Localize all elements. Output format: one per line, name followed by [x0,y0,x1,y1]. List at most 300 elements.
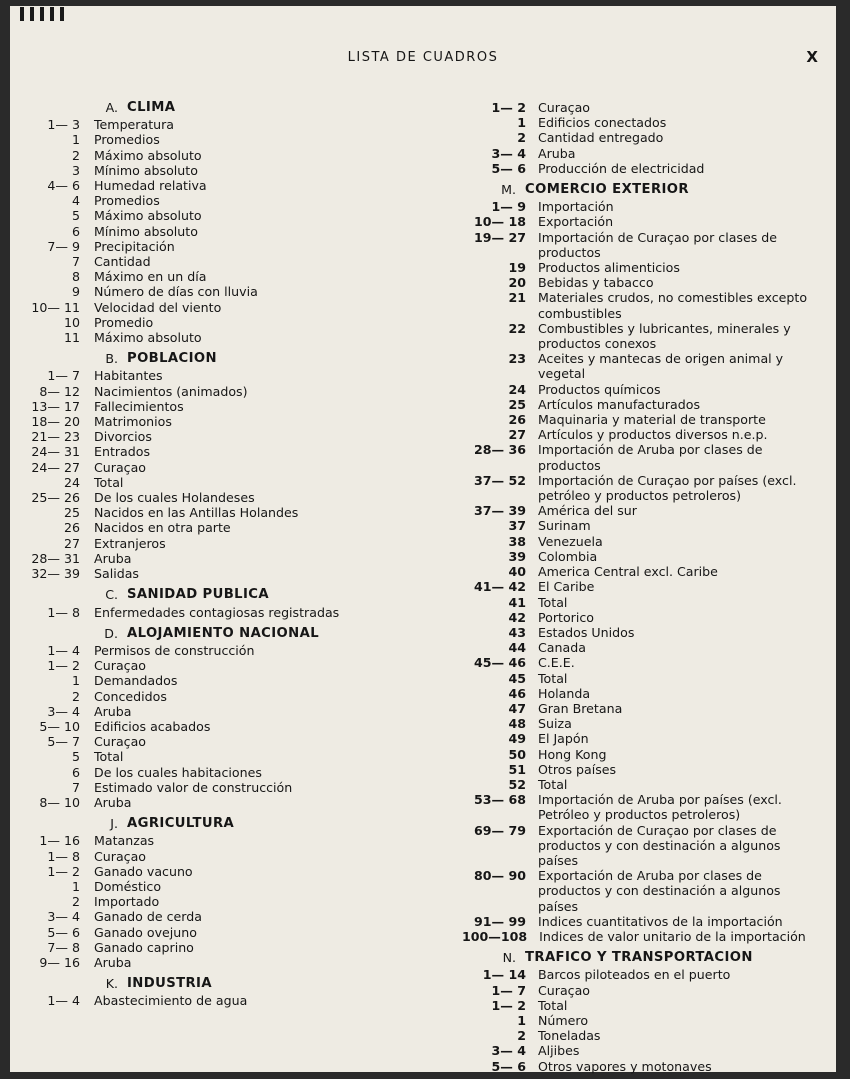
table-number: 1— 2 [491,997,526,1013]
table-title: Máximo absoluto [94,330,202,346]
table-number: 47 [508,700,526,716]
table-number: 7— 9 [47,238,80,254]
table-number: 1— 3 [47,117,80,133]
table-number: 1 [517,1012,526,1028]
table-number: 1— 14 [482,967,526,983]
table-number: 50 [508,746,526,762]
toc-entry [20,955,420,970]
toc-entry [462,503,822,518]
table-number: 45 [508,670,526,686]
toc-entry [20,909,420,924]
toc-entry [20,178,420,193]
table-title: De los cuales Holandeses [94,490,255,506]
table-number: 4— 6 [47,178,80,194]
section-heading [462,950,822,965]
table-title: Número de días con lluvia [94,284,258,300]
table-number: 23 [508,351,526,367]
table-title: Divorcios [94,429,152,445]
table-number: 20 [508,275,526,291]
table-number: 5— 6 [491,1058,526,1074]
table-title: Velocidad del viento [94,299,222,315]
table-title: Importado [94,894,160,910]
table-title: Toneladas [538,1028,601,1044]
toc-entry [462,1028,822,1043]
section-letter: M. [501,182,516,198]
table-number: 27 [508,427,526,443]
table-title: Importación [538,199,614,215]
table-number: 7— 8 [47,939,80,955]
table-number: 27 [63,535,80,551]
table-title: Curaçao [94,848,147,864]
right-column [462,100,822,1074]
table-title: Edificios conectados [538,115,667,131]
table-number: 1— 9 [491,199,526,215]
table-number: 2 [71,147,80,163]
table-number: 1— 7 [47,368,80,384]
table-number: 1— 7 [491,982,526,998]
table-title: Hong Kong [538,746,607,762]
table-title: Máximo absoluto [94,208,202,224]
table-title: Ganado vacuno [94,863,193,879]
toc-entry [20,643,420,658]
toc-entry [20,925,420,940]
table-title: Aruba [94,550,132,566]
table-number: 19— 27 [473,229,526,245]
table-title: Canada [538,640,586,656]
table-title: América del sur [538,503,637,519]
table-title: Total [538,670,568,686]
table-title: Aljibes [538,1043,580,1059]
table-title: Holanda [538,685,591,701]
toc-entry [462,534,822,549]
toc-entry [462,640,822,655]
toc-entry [20,780,420,795]
toc-entry [462,610,822,625]
table-number: 2 [71,688,80,704]
toc-entry [20,673,420,688]
table-title: Suiza [538,716,572,732]
toc-entry [20,429,420,444]
toc-entry [462,762,822,777]
table-title: Maquinaria y material de transporte [538,412,766,428]
toc-entry [462,929,822,944]
table-title: Concedidos [94,688,167,704]
table-title: Permisos de construcción [94,642,255,658]
table-title: Aruba [94,703,132,719]
table-number: 49 [508,731,526,747]
section-letter: B. [105,351,118,367]
table-title: Productos alimenticios [538,260,680,276]
table-title: Ganado ovejuno [94,924,197,940]
toc-entry [462,382,822,397]
table-title: Artículos manufacturados [538,396,701,412]
toc-entry [20,864,420,879]
left-column [20,100,420,1009]
toc-entry [462,230,822,260]
table-number: 21 [508,290,526,306]
section-heading [20,976,420,991]
table-title: Indices de valor unitario de la importación [539,928,806,944]
table-number: 1— 8 [47,604,80,620]
toc-entry [462,473,822,503]
toc-entry [20,940,420,955]
table-number: 8— 10 [39,794,80,810]
table-title: Aceites y mantecas de origen animal y vegetal [538,351,784,382]
table-number: 25— 26 [31,490,80,506]
toc-entry [20,284,420,299]
table-number: 1— 4 [47,993,80,1009]
table-title: Producción de electricidad [538,160,705,176]
table-title: Total [94,474,124,490]
toc-entry [462,564,822,579]
table-number: 1— 4 [47,642,80,658]
toc-entry [20,414,420,429]
toc-entry [462,412,822,427]
toc-entry [462,716,822,731]
section-title: CLIMA [127,100,176,115]
toc-entry [462,130,822,145]
toc-entry [462,686,822,701]
table-number: 52 [508,776,526,792]
toc-entry [20,269,420,284]
table-title: De los cuales habitaciones [94,764,262,780]
table-title: Edificios acabados [94,718,211,734]
toc-entry [462,1013,822,1028]
table-number: 6 [71,223,80,239]
toc-entry [462,579,822,594]
table-title: Matanzas [94,833,155,849]
toc-entry [462,199,822,214]
document-page [10,6,836,1072]
section-letter: N. [502,950,516,966]
toc-entry [462,914,822,929]
table-number: 7 [71,779,80,795]
toc-entry [20,505,420,520]
toc-entry [20,795,420,810]
section-heading [20,100,420,115]
table-number: 26 [508,412,526,428]
table-title: Doméstico [94,878,162,894]
table-title: Importación de Curaçao por clases de productos [538,229,778,260]
table-number: 38 [508,533,526,549]
toc-entry [20,300,420,315]
table-title: America Central excl. Caribe [538,564,718,580]
table-title: Ganado caprino [94,939,194,955]
toc-entry [462,115,822,130]
table-title: Importación de Aruba por países (excl. Petróleo y productos petroleros) [538,792,782,823]
page-title: LISTA DE CUADROS [347,50,499,65]
toc-entry [20,566,420,581]
table-number: 1 [71,132,80,148]
table-title: Nacidos en las Antillas Holandes [94,505,299,521]
table-number: 1— 2 [491,100,526,115]
table-number: 3— 4 [47,909,80,925]
table-title: El Japón [538,731,589,747]
table-number: 5 [71,749,80,765]
section-letter: D. [104,625,118,641]
table-title: Temperatura [94,117,175,133]
table-number: 10 [63,314,80,330]
table-number: 22 [508,320,526,336]
table-title: Mínimo absoluto [94,223,198,239]
table-title: Gran Bretana [538,700,623,716]
table-title: Abastecimiento de agua [94,993,248,1009]
section-heading [20,587,420,602]
toc-entry [20,460,420,475]
table-title: Combustibles y lubricantes, minerales y productos conexos [538,320,791,352]
table-number: 6 [71,764,80,780]
table-number: 3— 4 [491,1043,526,1059]
table-number: 43 [508,624,526,640]
section-title: TRAFICO Y TRANSPORTACION [525,950,753,966]
section-letter: K. [105,976,118,992]
page-number: X [806,48,818,66]
table-number: 11 [63,330,80,346]
toc-entry [462,868,822,914]
table-title: Nacimientos (animados) [94,383,248,399]
table-title: Promedios [94,193,160,209]
toc-entry [20,444,420,459]
table-number: 24— 27 [31,459,80,475]
table-number: 3— 4 [47,703,80,719]
section-title: ALOJAMIENTO NACIONAL [127,625,320,641]
table-title: Aruba [94,794,132,810]
table-number: 5— 7 [47,734,80,750]
table-title: Portorico [538,609,594,625]
table-number: 4 [71,193,80,209]
table-title: Máximo absoluto [94,147,202,163]
table-title: Venezuela [538,533,603,549]
toc-entry [462,595,822,610]
toc-entry [20,224,420,239]
table-number: 24— 31 [31,444,80,460]
toc-entry [462,146,822,161]
table-number: 21— 23 [31,429,80,445]
toc-entry [20,368,420,383]
table-number: 48 [508,716,526,732]
toc-entry [20,894,420,909]
table-number: 18— 20 [31,414,80,430]
table-title: Promedio [94,314,154,330]
section-letter: A. [105,100,118,115]
table-title: Artículos y productos diversos n.e.p. [538,427,768,443]
toc-entry [462,747,822,762]
toc-entry [462,427,822,442]
toc-entry [20,132,420,147]
section-heading [20,816,420,831]
section-heading [20,626,420,641]
table-number: 24 [508,381,526,397]
toc-entry [20,163,420,178]
toc-entry [20,765,420,780]
table-title: Curaçao [94,734,147,750]
table-title: Matrimonios [94,414,172,430]
table-number: 37— 39 [473,503,526,519]
table-number: 1 [71,673,80,689]
table-number: 1 [517,115,526,131]
table-title: Otros vapores y motonaves [538,1058,712,1074]
table-number: 53— 68 [473,792,526,808]
toc-entry [462,671,822,686]
table-title: Exportación de Aruba por clases de productos y con destinación a algunos países [538,868,781,914]
table-number: 3— 4 [491,145,526,161]
table-title: Aruba [94,954,132,970]
table-number: 41 [508,594,526,610]
table-number: 10— 11 [31,299,80,315]
toc-entry [20,704,420,719]
table-title: Humedad relativa [94,178,207,194]
toc-entry [462,549,822,564]
table-title: Precipitación [94,238,175,254]
table-title: Curaçao [538,100,591,115]
toc-entry [462,792,822,822]
table-number: 25 [63,505,80,521]
toc-entry [20,330,420,345]
table-title: Productos químicos [538,381,661,397]
table-number: 1— 2 [47,658,80,674]
toc-entry [20,833,420,848]
toc-entry [462,1043,822,1058]
table-number: 24 [63,474,80,490]
table-title: Enfermedades contagiosas registradas [94,604,340,620]
toc-entry [462,321,822,351]
table-title: Surinam [538,518,591,534]
table-number: 28— 31 [31,550,80,566]
table-title: Estimado valor de construcción [94,779,293,795]
table-title: Salidas [94,566,139,582]
table-number: 26 [63,520,80,536]
toc-entry [20,399,420,414]
table-number: 45— 46 [473,655,526,671]
table-number: 2 [71,894,80,910]
toc-entry [20,536,420,551]
toc-entry [20,551,420,566]
toc-entry [20,879,420,894]
table-number: 1 [71,878,80,894]
table-number: 80— 90 [473,868,526,884]
toc-entry [462,442,822,472]
table-number: 42 [508,609,526,625]
section-title: POBLACION [127,351,217,367]
table-number: 9 [71,284,80,300]
table-number: 5 [71,208,80,224]
table-number: 19 [508,260,526,276]
table-title: El Caribe [538,579,595,595]
section-title: SANIDAD PUBLICA [127,587,269,603]
table-number: 51 [508,761,526,777]
toc-entry [462,275,822,290]
table-number: 1— 16 [39,833,80,849]
table-number: 5— 6 [47,924,80,940]
table-title: Cantidad entregado [538,130,664,146]
toc-entry [462,998,822,1013]
table-title: Curaçao [538,982,591,998]
table-title: Bebidas y tabacco [538,275,654,291]
table-number: 2 [517,130,526,146]
toc-entry [462,777,822,792]
toc-entry [20,849,420,864]
table-number: 46 [508,685,526,701]
toc-entry [20,117,420,132]
table-number: 91— 99 [473,913,526,929]
toc-entry [20,208,420,223]
table-title: Colombia [538,548,598,564]
table-title: Entrados [94,444,151,460]
table-title: Ganado de cerda [94,909,202,925]
toc-entry [20,520,420,535]
table-number: 69— 79 [473,822,526,838]
table-title: Extranjeros [94,535,166,551]
toc-entry [462,983,822,998]
toc-entry [20,490,420,505]
toc-entry [462,100,822,115]
toc-entry [462,351,822,381]
toc-entry [462,731,822,746]
toc-entry [462,1059,822,1074]
toc-entry [462,701,822,716]
toc-entry [20,384,420,399]
toc-entry [20,148,420,163]
table-title: Aruba [538,145,576,161]
table-number: 32— 39 [31,566,80,582]
section-letter: J. [110,816,118,832]
table-number: 25 [508,396,526,412]
toc-entry [20,193,420,208]
toc-entry [20,315,420,330]
toc-entry [462,260,822,275]
toc-entry [462,655,822,670]
table-number: 2 [517,1028,526,1044]
toc-entry [20,475,420,490]
table-title: Importación de Curaçao por países (excl. petróleo y productos petroleros) [538,472,797,504]
toc-entry [20,254,420,269]
toc-entry [20,658,420,673]
table-title: Total [538,776,568,792]
table-title: Otros países [538,761,617,777]
table-number: 13— 17 [31,398,80,414]
table-title: Cantidad [94,254,151,270]
toc-entry [462,967,822,982]
table-number: 37 [508,518,526,534]
table-number: 9— 16 [39,954,80,970]
table-title: Habitantes [94,368,163,384]
table-title: Curaçao [94,658,147,674]
table-number: 100—108 [462,928,528,944]
toc-entry [462,397,822,412]
toc-entry [462,625,822,640]
section-title: COMERCIO EXTERIOR [525,182,689,198]
table-title: Total [538,594,568,610]
toc-entry [20,749,420,764]
table-title: Promedios [94,132,160,148]
table-title: Materiales crudos, no comestibles excepto combustibles [538,290,808,321]
toc-entry [462,823,822,869]
toc-entry [20,734,420,749]
table-number: 1— 2 [47,863,80,879]
section-heading [20,351,420,366]
table-title: Exportación [538,214,614,230]
table-number: 7 [71,254,80,270]
table-title: C.E.E. [538,655,575,671]
table-title: Fallecimientos [94,398,184,414]
section-title: INDUSTRIA [127,976,212,992]
toc-entry [20,239,420,254]
table-number: 8— 12 [39,383,80,399]
table-title: Total [538,997,568,1013]
table-number: 39 [508,548,526,564]
table-title: Indices cuantitativos de la importación [538,913,783,929]
table-number: 41— 42 [473,579,526,595]
